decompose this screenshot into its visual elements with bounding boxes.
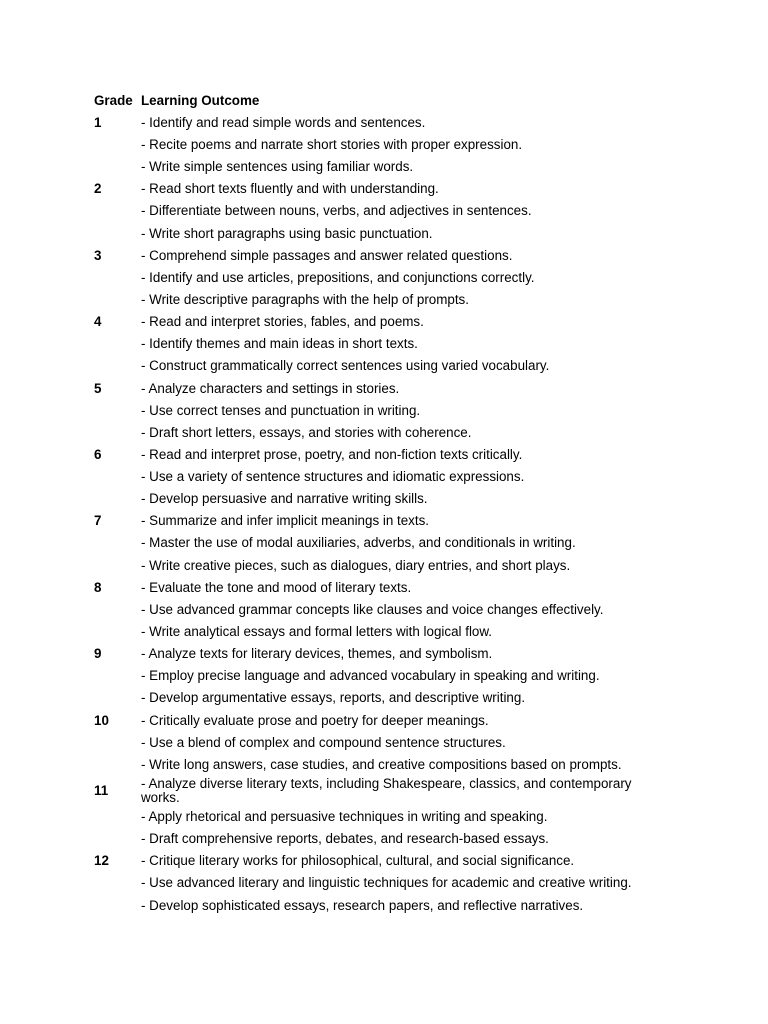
table-row: [91, 511, 671, 533]
outcome-cell: - Write analytical essays and formal letters with logical flow.: [141, 624, 493, 640]
outcome-cell: - Write long answers, case studies, and creative compositions based on prompts.: [141, 756, 622, 772]
table-row: [91, 488, 671, 510]
table-row: [91, 267, 671, 289]
grade-cell: 4: [94, 314, 102, 330]
table-row: [91, 732, 671, 754]
grade-cell: 9: [94, 646, 102, 662]
grade-cell: [91, 828, 138, 850]
outcome-cell: - Write descriptive paragraphs with the help of prompts.: [141, 291, 469, 307]
outcome-cell: - Read and interpret prose, poetry, and non-fiction texts critically.: [141, 446, 523, 462]
grade-cell: [91, 599, 138, 621]
outcome-cell: - Develop argumentative essays, reports, and descriptive writing.: [141, 690, 526, 706]
grade-cell: [91, 806, 138, 828]
outcome-cell: - Draft short letters, essays, and stories with coherence.: [141, 424, 472, 440]
table-body: [91, 112, 671, 917]
table-row: [91, 245, 671, 267]
table-row: [91, 223, 671, 245]
outcome-cell: - Summarize and infer implicit meanings in texts.: [141, 513, 430, 529]
grade-cell: 2: [94, 181, 102, 197]
outcome-cell: - Analyze texts for literary devices, themes, and symbolism.: [141, 646, 493, 662]
table-row: [91, 201, 671, 223]
grade-cell: [91, 267, 138, 289]
outcome-cell: - Read and interpret stories, fables, and poems.: [141, 314, 424, 330]
outcome-cell: - Develop sophisticated essays, research papers, and reflective narratives.: [141, 897, 584, 913]
table-row: [91, 666, 671, 688]
outcome-cell: - Identify and read simple words and sentences.: [141, 114, 426, 130]
table-row: [91, 776, 671, 806]
grade-cell: 3: [94, 247, 102, 263]
table-row: [91, 134, 671, 156]
outcome-cell: - Critique literary works for philosophical, cultural, and social significance.: [141, 853, 575, 869]
grade-cell: [91, 400, 138, 422]
outcome-cell: - Apply rhetorical and persuasive techniques in writing and speaking.: [141, 809, 548, 825]
header-learning-outcome: Learning Outcome: [141, 92, 260, 108]
table-row: [91, 422, 671, 444]
table-row: [91, 851, 671, 873]
grade-cell: 12: [94, 853, 109, 869]
outcome-cell: - Use advanced literary and linguistic techniques for academic and creative writing.: [141, 875, 632, 891]
outcome-cell: - Master the use of modal auxiliaries, adverbs, and conditionals in writing.: [141, 535, 576, 551]
table-row: [91, 444, 671, 466]
grade-cell: [91, 134, 138, 156]
grade-cell: [91, 754, 138, 776]
outcome-cell: - Identify themes and main ideas in short texts.: [141, 336, 418, 352]
grade-cell: 7: [94, 513, 102, 529]
outcome-cell: - Write simple sentences using familiar words.: [141, 159, 414, 175]
outcome-cell: - Draft comprehensive reports, debates, and research-based essays.: [141, 831, 549, 847]
header-grade: Grade: [94, 92, 133, 108]
grade-cell: 10: [94, 712, 109, 728]
table-row: [91, 156, 671, 178]
outcome-cell: - Develop persuasive and narrative writing skills.: [141, 491, 428, 507]
grade-cell: [91, 732, 138, 754]
grade-cell: [91, 356, 138, 378]
grade-cell: [91, 555, 138, 577]
table-row: [91, 895, 671, 917]
outcome-cell: - Recite poems and narrate short stories with proper expression.: [141, 136, 523, 152]
outcome-cell: - Use a variety of sentence structures and idiomatic expressions.: [141, 469, 525, 485]
grade-cell: [91, 156, 138, 178]
outcome-cell: - Use correct tenses and punctuation in writing.: [141, 402, 421, 418]
table-row: [91, 400, 671, 422]
table-row: [91, 311, 671, 333]
table-row: [91, 710, 671, 732]
table-row: [91, 289, 671, 311]
outcome-cell: - Comprehend simple passages and answer related questions.: [141, 247, 513, 263]
grade-cell: 8: [94, 579, 102, 595]
outcome-cell: - Identify and use articles, prepositions, and conjunctions correctly.: [141, 269, 535, 285]
table-row: [91, 533, 671, 555]
outcome-cell: - Employ precise language and advanced vocabulary in speaking and writing.: [141, 668, 600, 684]
table-row: [91, 621, 671, 643]
grade-cell: [91, 333, 138, 355]
table-row: [91, 873, 671, 895]
table-row: [91, 828, 671, 850]
grade-cell: [91, 488, 138, 510]
outcome-cell: - Write short paragraphs using basic punctuation.: [141, 225, 433, 241]
grade-cell: [91, 895, 138, 917]
table-row: [91, 466, 671, 488]
header-row: [91, 90, 671, 112]
outcome-cell: - Analyze characters and settings in stories.: [141, 380, 400, 396]
grade-cell: [91, 666, 138, 688]
grade-cell: [91, 621, 138, 643]
table-row: [91, 577, 671, 599]
grade-cell: [91, 688, 138, 710]
outcome-cell: - Critically evaluate prose and poetry for deeper meanings.: [141, 712, 489, 728]
table-row: [91, 688, 671, 710]
outcome-cell: - Write creative pieces, such as dialogues, diary entries, and short plays.: [141, 557, 571, 573]
outcome-cell: - Use a blend of complex and compound sentence structures.: [141, 734, 506, 750]
grade-cell: 5: [94, 380, 102, 396]
grade-cell: 6: [94, 446, 102, 462]
outcome-cell: - Differentiate between nouns, verbs, and adjectives in sentences.: [141, 203, 532, 219]
grade-cell: [91, 533, 138, 555]
table-row: [91, 333, 671, 355]
grade-cell: [91, 289, 138, 311]
grade-cell: [91, 201, 138, 223]
table-row: [91, 112, 671, 134]
table-header: [91, 90, 671, 112]
table-row: [91, 643, 671, 665]
table-row: [91, 599, 671, 621]
grade-cell: [91, 873, 138, 895]
grade-cell: 11: [94, 782, 109, 798]
outcome-cell: - Read short texts fluently and with understanding.: [141, 181, 439, 197]
outcome-cell: - Analyze diverse literary texts, including Shakespeare, classics, and contemporary works.: [141, 775, 632, 806]
grade-cell: [91, 422, 138, 444]
table-row: [91, 754, 671, 776]
table-row: [91, 378, 671, 400]
outcome-cell: - Construct grammatically correct sentences using varied vocabulary.: [141, 358, 550, 374]
grade-cell: [91, 223, 138, 245]
table-row: [91, 178, 671, 200]
grade-cell: [91, 466, 138, 488]
learning-outcomes-table: [91, 90, 671, 917]
outcome-cell: - Use advanced grammar concepts like clauses and voice changes effectively.: [141, 601, 604, 617]
table-row: [91, 806, 671, 828]
grade-cell: 1: [94, 114, 102, 130]
outcome-cell: - Evaluate the tone and mood of literary texts.: [141, 579, 412, 595]
table-row: [91, 356, 671, 378]
table-row: [91, 555, 671, 577]
